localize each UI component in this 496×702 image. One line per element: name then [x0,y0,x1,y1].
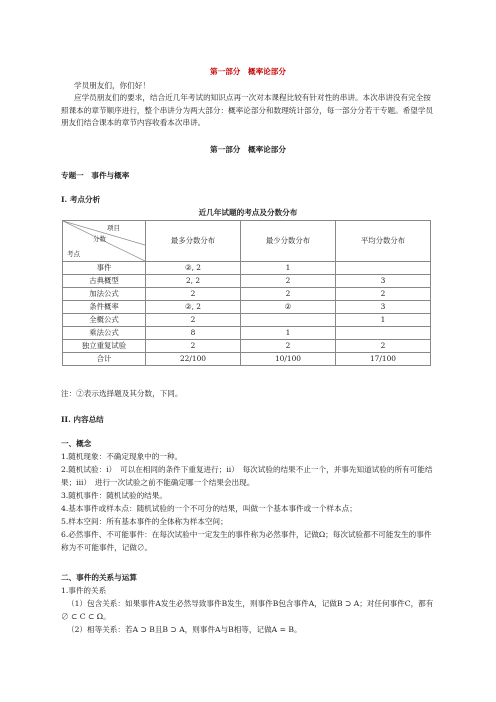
row-max: 2 [146,314,241,327]
header-score-label: 分数 [93,235,106,243]
row-min: 2 [241,275,336,288]
relation-item: （2）相等关系：若A ⊃ B且B ⊃ A，则事件A与B相等，记做A = B。 [67,625,302,634]
table-caption: 近几年试题的考点及分数分布 [198,208,298,217]
col-header-avg: 平均分数分布 [336,221,431,262]
table-row [63,288,431,301]
concept-item: 1.随机现象：不确定现象中的一种。 [61,452,183,461]
col-header-max: 最多分数分布 [146,221,241,262]
row-max: 8 [146,327,241,340]
topic-heading: 专题一 事件与概率 [61,171,130,180]
page-title: 第一部分 概率论部分 [210,67,286,76]
section-title: 第一部分 概率论部分 [210,145,286,154]
row-avg [336,262,431,275]
row-max: 2 [146,340,241,353]
row-max: ②, 2 [146,301,241,314]
row-min: 2 [241,340,336,353]
concept-item: 3.随机事件：随机试验的结果。 [61,491,167,500]
row-min: 1 [241,262,336,275]
table-row [63,314,431,327]
concept-item: 5.样本空间：所有基本事件的全体称为样本空间； [61,517,228,526]
row-avg: 2 [336,340,431,353]
table-row [63,340,431,353]
summary-heading: II. 内容总结 [61,415,104,424]
analysis-heading: I. 考点分析 [61,195,101,204]
greeting: 学员朋友们，你们好！ [74,81,150,90]
relation-item: 1.事件的关系 [61,586,107,595]
table-row [63,275,431,288]
diagonal-header-cell [63,221,146,262]
row-min: ② [241,301,336,314]
row-min [241,314,336,327]
relations-heading: 二、事件的关系与运算 [61,573,137,582]
row-name: 独立重复试验 [63,340,146,353]
relation-item: （1）包含关系：如果事件A发生必然导致事件B发生，则事件B包含事件A，记做B ⊃ A；对任何事件C，都有∅ ⊂ C ⊂ Ω。 [61,599,434,621]
row-avg: 2 [336,288,431,301]
row-avg [336,327,431,340]
row-min: 10/100 [241,353,336,366]
table-header-row [63,221,431,262]
row-avg: 3 [336,301,431,314]
row-min: 1 [241,327,336,340]
concept-item: 2.随机试验：i） 可以在相同的条件下重复进行；ii） 每次试验的结果不止一个，并事先知道试验的所有可能结果；iii） 进行一次试验之前不能确定哪一个结果会出现。 [61,465,433,487]
table-row [63,327,431,340]
table-row [63,301,431,314]
concept-item: 4.基本事件或样本点：随机试验的一个不可分的结果，叫做一个基本事件或一个样本点； [61,504,357,513]
concept-item: 6.必然事件、不可能事件：在每次试验中一定发生的事件称为必然事件，记做Ω；每次试验都不可能发生的事件称为不可能事件，记做∅。 [61,530,432,552]
concepts-heading: 一、概念 [61,439,92,448]
row-max: 22/100 [146,353,241,366]
row-min: 2 [241,288,336,301]
row-name: 古典概型 [63,275,146,288]
intro-paragraph: 应学员朋友们的要求，结合近几年考试的知识点再一次对本课程比较有针对性的串讲。本次串讲没有完全按照课本的章节顺序进行，整个串讲分为两大部分：概率论部分和数理统计部分，每一部分分若干专题。希望学员朋友们结合课本的章节内容收看本次串讲。 [61,93,434,127]
table-total-row [63,353,431,366]
row-name: 合计 [63,353,146,366]
row-avg: 17/100 [336,353,431,366]
row-max: 2 [146,288,241,301]
row-max: ②, 2 [146,262,241,275]
header-point-label: 考点 [67,250,80,258]
row-name: 事件 [63,262,146,275]
row-name: 乘法公式 [63,327,146,340]
table-note: 注：②表示选择题及其分数，下同。 [61,389,183,398]
row-name: 加法公式 [63,288,146,301]
col-header-min: 最少分数分布 [241,221,336,262]
row-avg: 3 [336,275,431,288]
row-name: 条件概率 [63,301,146,314]
row-name: 全概公式 [63,314,146,327]
table-row [63,262,431,275]
row-avg: 1 [336,314,431,327]
score-distribution-table [62,220,431,366]
header-item-label: 项目 [107,224,120,232]
row-max: 2, 2 [146,275,241,288]
